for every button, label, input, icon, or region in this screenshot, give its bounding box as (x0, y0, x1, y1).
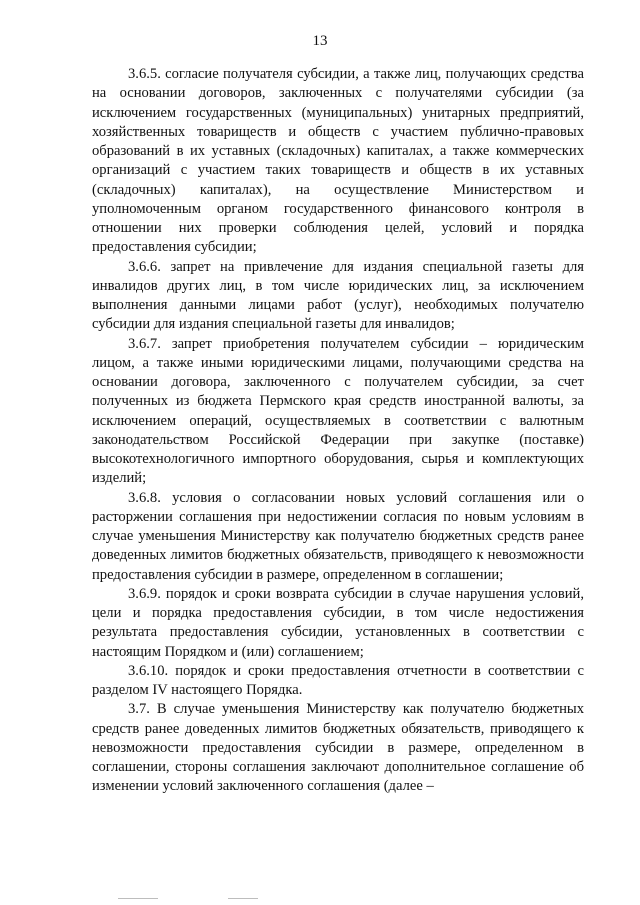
scan-artifact-line (118, 898, 158, 899)
paragraph-3-6-10: 3.6.10. порядок и сроки предоставления отчетности в соответствии с разделом IV настоящего Порядка. (92, 662, 584, 698)
paragraph-3-6-7: 3.6.7. запрет приобретения получателем субсидии – юридическим лицом, а также иными юридическими лицами, получающими средства на основании договора, заключенного с получателем субсидии, за счет полученных из бюджета Пермского края средств иностранной валюты, за исключением операций, осуществляемых в соответствии с валютным законодательством Российской Федерации при закупке (поставке) высокотехнологичного импортного оборудования, сырья и комплектующих изделий; (92, 335, 584, 487)
document-body (92, 65, 584, 797)
paragraph-3-6-8: 3.6.8. условия о согласовании новых условий соглашения или о расторжении соглашения при недостижении согласия по новым условиям в случае уменьшения Министерству как получателю бюджетных средств ранее доведенных лимитов бюджетных обязательств, приводящего к невозможности предоставления субсидии в размере, определенном в соглашении; (92, 489, 584, 583)
paragraph-3-6-5: 3.6.5. согласие получателя субсидии, а также лиц, получающих средства на основании договоров, заключенных с получателями субсидии (за исключением государственных (муниципальных) унитарных предприятий, хозяйственных товариществ и обществ с участием публично-правовых образований в их уставных (складочных) капиталах, а также коммерческих организаций с участием таких товариществ и обществ в их уставных (складочных) капиталах), на осуществление Министерством и уполномоченным органом государственного финансового контроля в отношении них проверки соблюдения целей, условий и порядка предоставления субсидии; (92, 66, 584, 256)
scan-artifact-line (228, 898, 258, 899)
paragraph-3-7: 3.7. В случае уменьшения Министерству как получателю бюджетных средств ранее доведенных лимитов бюджетных обязательств, приводящего к невозможности предоставления субсидии в размере, определенном в соглашении, стороны соглашения заключают дополнительное соглашение об изменении условий заключенного соглашения (далее – (92, 701, 584, 795)
paragraph-3-6-6: 3.6.6. запрет на привлечение для издания специальной газеты для инвалидов других лиц, в том числе юридических лиц, за исключением выполнения данными лицами работ (услуг), необходимых получателю субсидии для издания специальной газеты для инвалидов; (92, 258, 584, 333)
paragraph-3-6-9: 3.6.9. порядок и сроки возврата субсидии в случае нарушения условий, цели и порядка предоставления субсидии, в том числе недостижения результата предоставления субсидии, установленных в соответствии с настоящим Порядком и (или) соглашением; (92, 585, 584, 660)
page-number: 13 (312, 33, 328, 49)
